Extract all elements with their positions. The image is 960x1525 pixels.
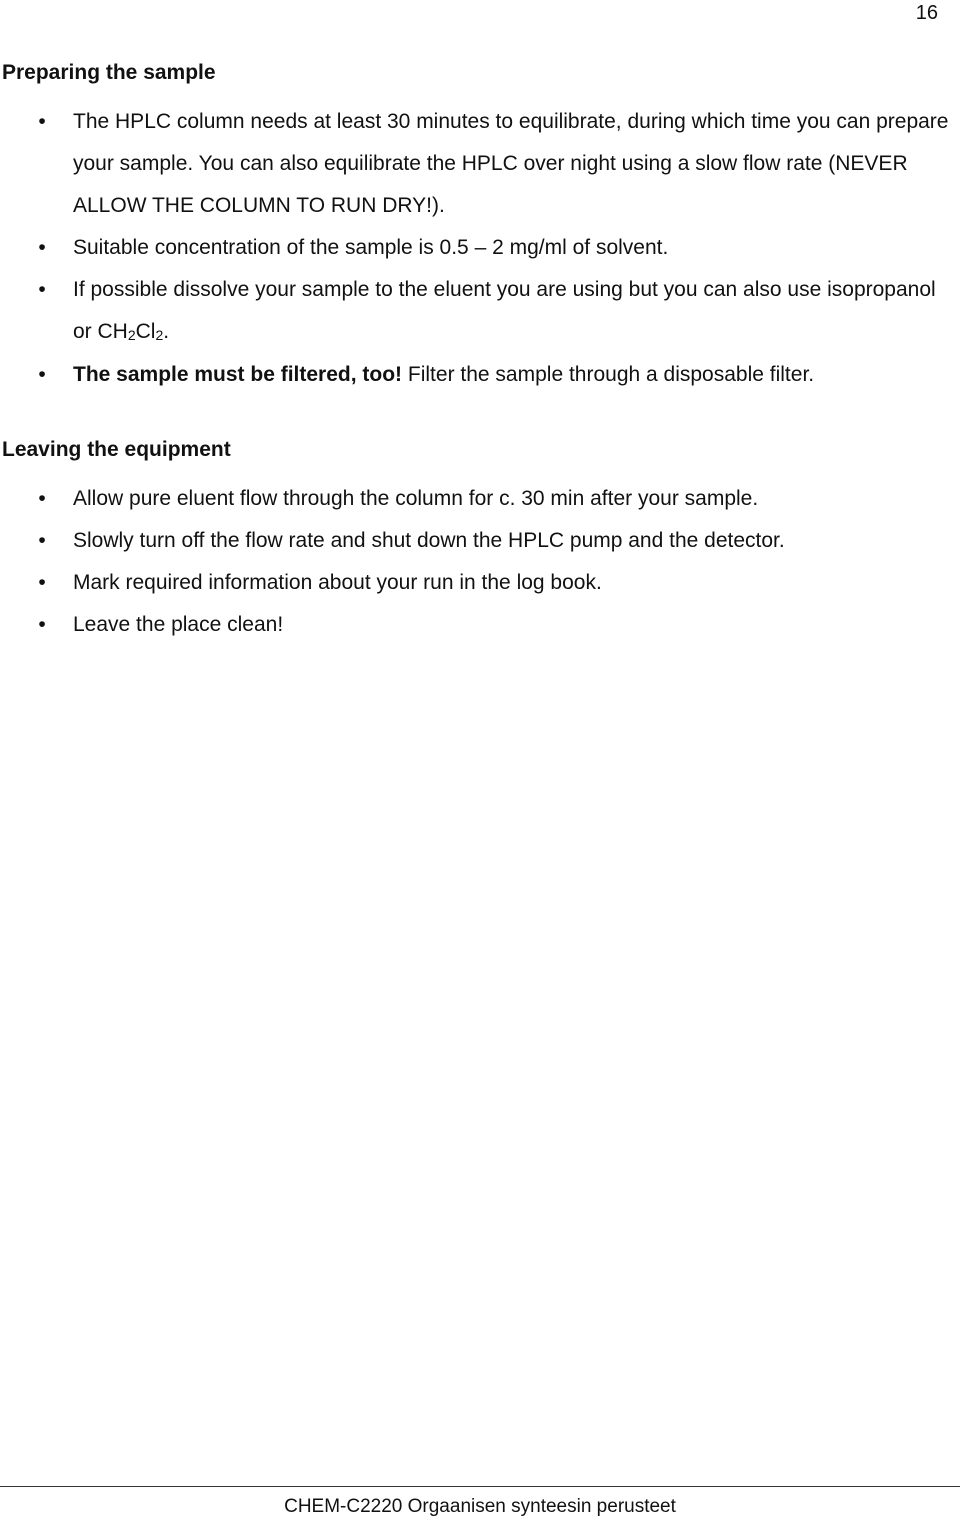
bullet-list-preparing — [2, 101, 952, 396]
list-item — [2, 604, 952, 646]
bullet-icon: • — [38, 236, 46, 259]
footer-divider — [0, 1486, 960, 1487]
subscript: 2 — [127, 327, 136, 343]
list-item-text: Leave the place clean! — [73, 613, 284, 636]
page-number: 16 — [915, 2, 938, 24]
list-item-text: If possible dissolve your sample to the eluent you are using but you can also use isopropanol or CH — [73, 278, 936, 343]
list-item — [2, 101, 952, 227]
bullet-icon: • — [38, 529, 46, 552]
list-item — [2, 478, 952, 520]
bullet-icon: • — [38, 613, 46, 636]
list-item-text: Slowly turn off the flow rate and shut down the HPLC pump and the detector. — [73, 529, 785, 552]
bullet-icon: • — [38, 278, 46, 301]
list-item-text: Mark required information about your run in the log book. — [73, 571, 602, 594]
list-item — [2, 354, 952, 396]
bullet-icon: • — [38, 110, 46, 133]
bullet-icon: • — [38, 487, 46, 510]
subscript: 2 — [155, 327, 164, 343]
list-item — [2, 227, 952, 269]
bullet-icon: • — [38, 363, 46, 386]
list-item-text: . — [163, 320, 170, 343]
list-item-text: Cl — [135, 320, 156, 343]
list-item-text: Allow pure eluent flow through the column for c. 30 min after your sample. — [73, 487, 759, 510]
bullet-list-leaving — [2, 478, 952, 646]
footer — [0, 1496, 960, 1518]
list-item-bold-text: The sample must be filtered, too! — [73, 363, 403, 386]
list-item — [2, 562, 952, 604]
list-item-text: Suitable concentration of the sample is 0.5 – 2 mg/ml of solvent. — [73, 236, 669, 259]
section-preparing-sample — [2, 58, 952, 396]
list-item — [2, 269, 952, 354]
bullet-icon: • — [38, 571, 46, 594]
list-item-text: Filter the sample through a disposable filter. — [402, 363, 815, 386]
section-leaving-equipment — [2, 435, 952, 646]
list-item-text: The HPLC column needs at least 30 minutes to equilibrate, during which time you can prepare your sample. You can also equilibrate the HPLC over night using a slow flow rate (NEVER ALLOW THE COLUMN TO RUN DRY!). — [73, 110, 949, 217]
list-item — [2, 520, 952, 562]
section-heading-preparing: Preparing the sample — [2, 61, 216, 84]
section-heading-leaving: Leaving the equipment — [2, 438, 231, 461]
footer-text: CHEM-C2220 Orgaanisen synteesin perusteet — [284, 1496, 676, 1517]
